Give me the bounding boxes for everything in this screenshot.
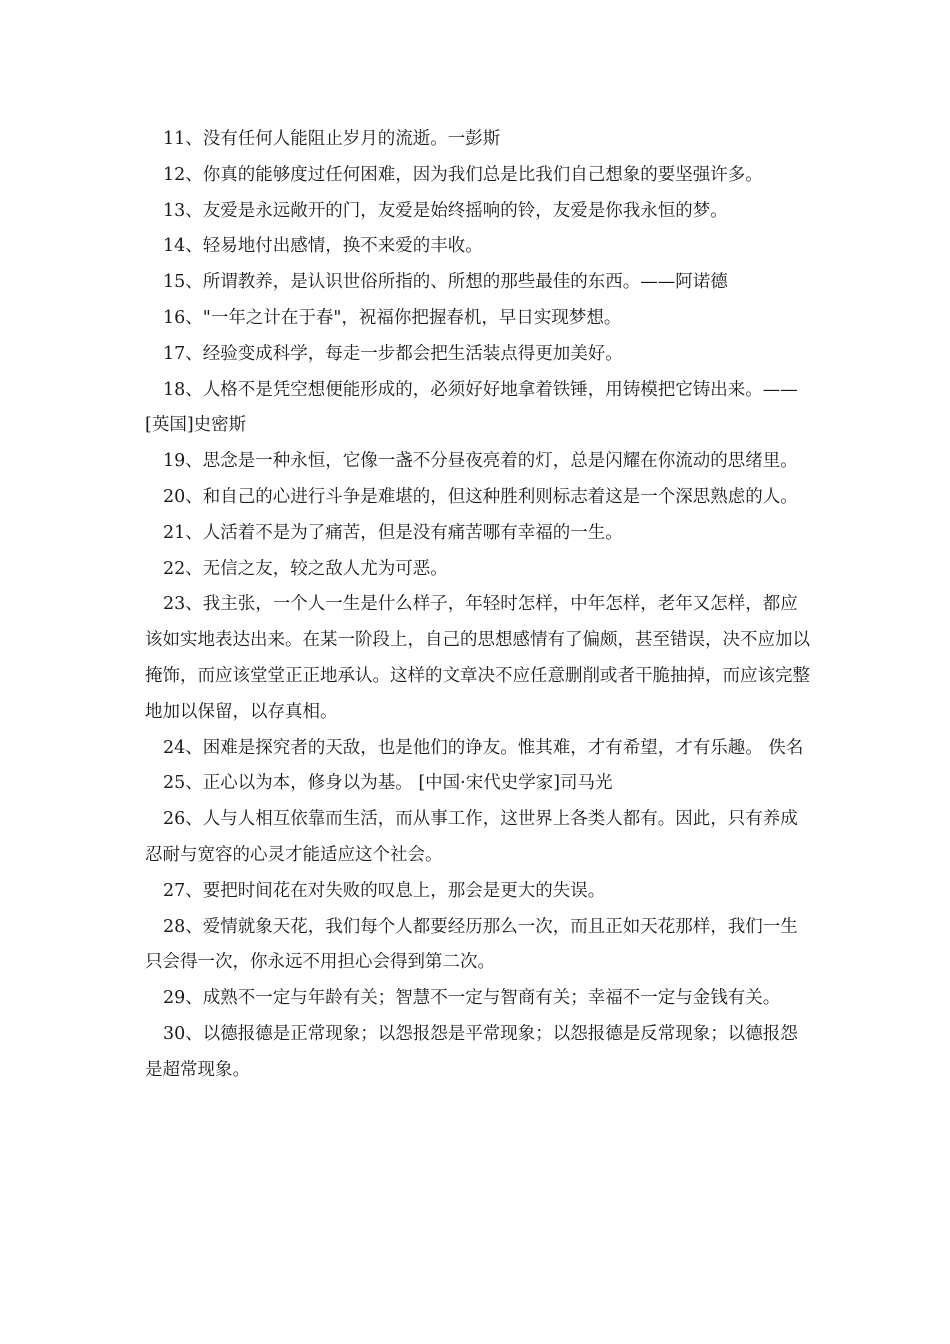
- quote-item-16: 16、"一年之计在于春"，祝福你把握春机，早日实现梦想。: [163, 307, 622, 328]
- quote-item-23: 23、我主张，一个人一生是什么样子，年轻时怎样，中年怎样，老年又怎样，都应该如实地表达出来。在某一阶段上，自己的思想感情有了偏颇，甚至错误，决不应加以掩饰，而应该堂堂正正地承认。这样的文章决不应任意删削或者干脆抽掉，而应该完整地加以保留，以存真相。: [145, 594, 810, 722]
- quote-item-15: 15、所谓教养，是认识世俗所指的、所想的那些最佳的东西。——阿诺德: [163, 272, 728, 293]
- quote-item-11: 11、没有任何人能阻止岁月的流逝。一彭斯: [163, 129, 501, 149]
- quote-item-22: 22、无信之友，较之敌人尤为可恶。: [163, 558, 448, 579]
- quote-item-29: 29、成熟不一定与年龄有关；智慧不一定与智商有关；幸福不一定与金钱有关。: [163, 988, 781, 1009]
- quote-item-25: 25、正心以为本，修身以为基。 [中国·宋代史学家]司马光: [163, 773, 613, 794]
- quote-item-14: 14、轻易地付出感情，换不来爱的丰收。: [163, 236, 483, 257]
- quote-item-21: 21、人活着不是为了痛苦，但是没有痛苦哪有幸福的一生。: [163, 522, 623, 543]
- quote-item-27: 27、要把时间花在对失败的叹息上，那会是更大的失误。: [163, 880, 606, 901]
- quote-item-12: 12、你真的能够度过任何困难，因为我们总是比我们自己想象的要坚强许多。: [163, 164, 763, 185]
- quote-item-13: 13、友爱是永远敞开的门，友爱是始终摇响的铃，友爱是你我永恒的梦。: [163, 200, 728, 221]
- quote-item-19: 19、思念是一种永恒，它像一盏不分昼夜亮着的灯，总是闪耀在你流动的思绪里。: [163, 451, 798, 472]
- quote-item-20: 20、和自己的心进行斗争是难堪的，但这种胜利则标志着这是一个深思熟虑的人。: [163, 486, 798, 507]
- document-page: [145, 122, 810, 1089]
- quote-item-30: 30、以德报德是正常现象；以怨报怨是平常现象；以怨报德是反常现象；以德报怨是超常现象。: [145, 1023, 798, 1080]
- quote-item-17: 17、经验变成科学，每走一步都会把生活装点得更加美好。: [163, 343, 623, 364]
- quote-item-18: 18、人格不是凭空想便能形成的，必须好好地拿着铁锤，用铸模把它铸出来。——[英国]史密斯: [145, 379, 798, 436]
- quote-item-26: 26、人与人相互依靠而生活，而从事工作，这世界上各类人都有。因此，只有养成忍耐与宽容的心灵才能适应这个社会。: [145, 809, 798, 865]
- quote-item-28: 28、爱情就象天花，我们每个人都要经历那么一次，而且正如天花那样，我们一生只会得一次，你永远不用担心会得到第二次。: [145, 916, 798, 973]
- quote-item-24: 24、困难是探究者的天敌，也是他们的诤友。惟其难，才有希望，才有乐趣。 佚名: [163, 737, 804, 758]
